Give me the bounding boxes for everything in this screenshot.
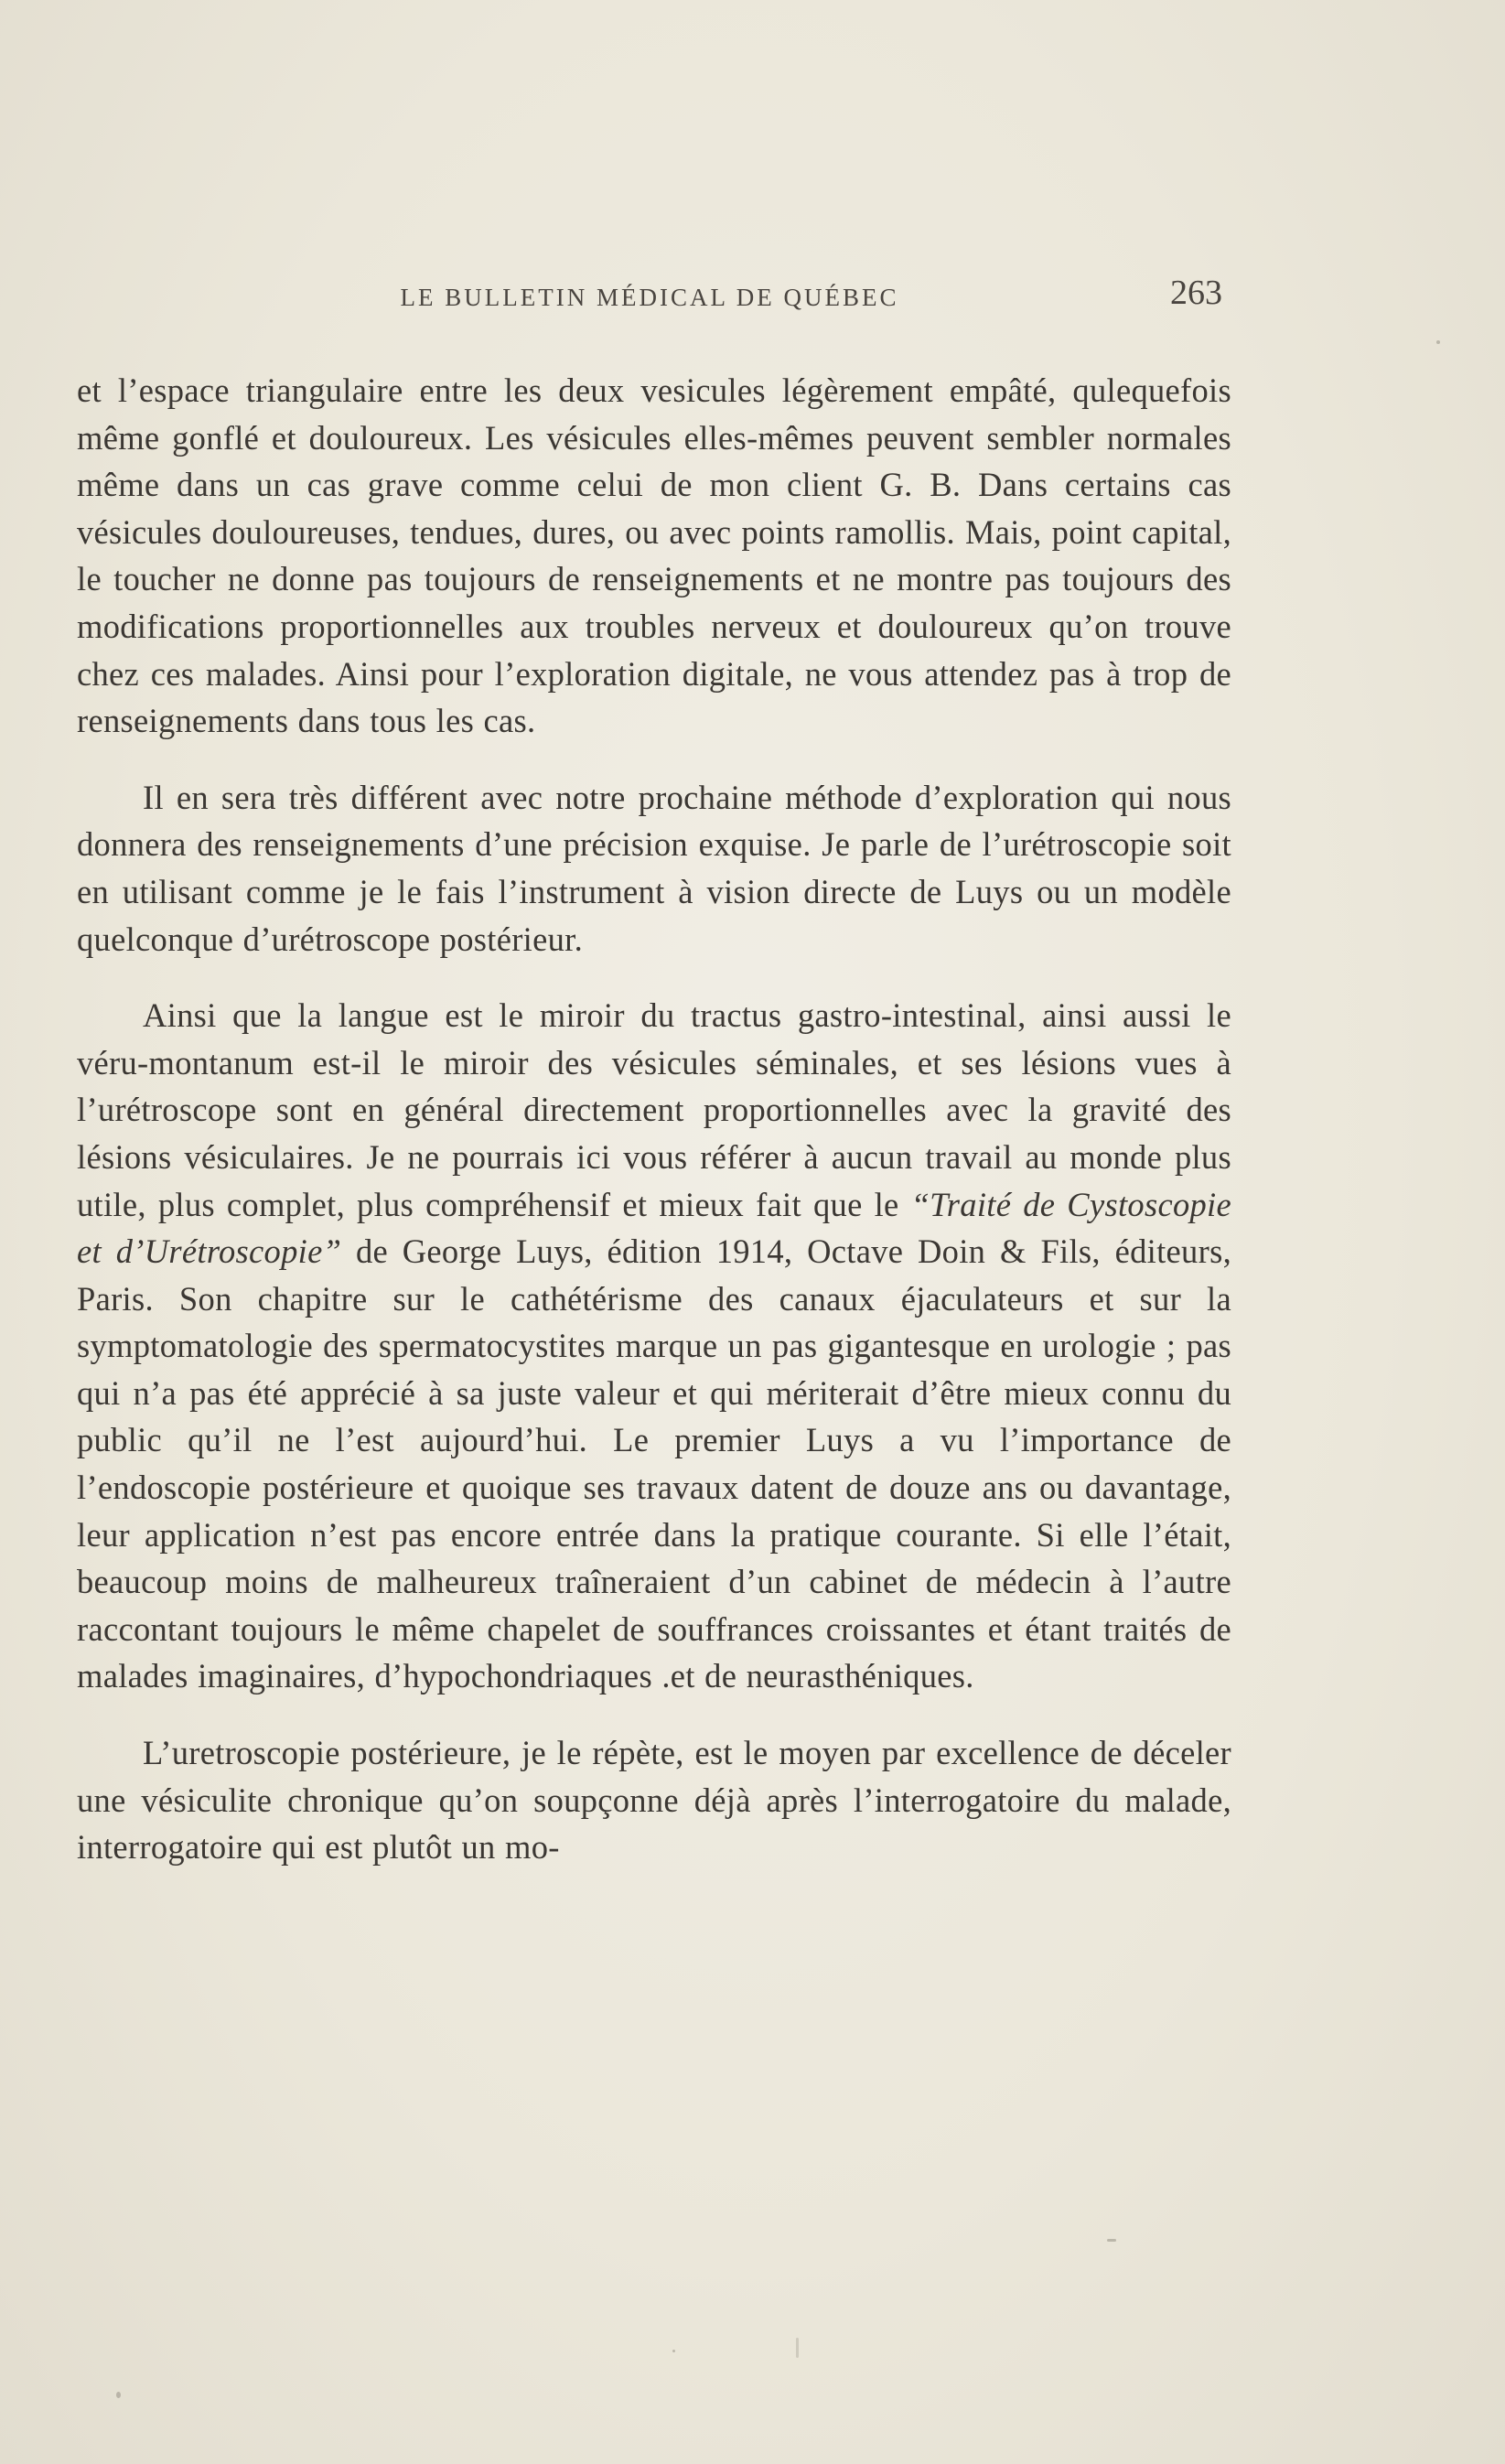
body-text <box>77 367 1231 1871</box>
paper-speck <box>116 2392 121 2398</box>
paragraph-2: Il en sera très différent avec notre prochaine méthode d’exploration qui nous donnera des renseignements d’une précision exquise. Je parle de l’urétroscopie soit en utilisant comme je le fais l’instrument à vision directe de Luys ou un modèle quelconque d’urétroscope postérieur. <box>77 778 1231 958</box>
paragraph-3-text-after: de George Luys, édition 1914, Octave Doin & Fils, éditeurs, Paris. Son chapitre sur le cathétérisme des canaux éjaculateurs et sur la symptomatologie des spermatocystites marque un pas gigantesque en urologie ; pas qui n’a pas été apprécié à sa juste valeur et qui mériterait d’être mieux connu du public qu’il ne l’est aujourd’hui. Le premier Luys a vu l’importance de l’endoscopie postérieure et quoique ses travaux datent de douze ans ou davantage, leur application n’est pas encore entrée dans la pratique courante. Si elle l’était, beaucoup moins de malheureux traîneraient d’un cabinet de médecin à l’autre raccontant toujours le même chapelet de souffrances croissantes et étant traités de malades imaginaires, d’hypochondriaques .et de neurasthéniques. <box>77 1232 1231 1695</box>
page-header <box>77 273 1222 328</box>
page-number: 263 <box>1170 274 1222 312</box>
paper-speck <box>1107 2239 1116 2242</box>
paragraph-3 <box>77 992 1231 1700</box>
paragraph-4: L’uretroscopie postérieure, je le répète, est le moyen par excellence de déceler une vésiculite chronique qu’on soupçonne déjà après l’interrogatoire du malade, interrogatoire qui est plutôt un mo- <box>77 1734 1231 1867</box>
running-title: LE BULLETIN MÉDICAL DE QUÉBEC <box>400 284 899 311</box>
paper-speck <box>672 2350 675 2352</box>
paper-speck <box>1436 340 1440 344</box>
paragraph-1: et l’espace triangulaire entre les deux vesicules légèrement empâté, qulequefois même gonflé et douloureux. Les vésicules elles-mêmes peuvent sembler normales même dans un cas grave comme celui de mon client G. B. Dans certains cas vésicules douloureuses, tendues, dures, ou avec points ramollis. Mais, point capital, le toucher ne donne pas toujours de renseignements et ne montre pas toujours des modifications proportionnelles aux troubles nerveux et douloureux qu’on trouve chez ces malades. Ainsi pour l’exploration digitale, ne vous attendez pas à trop de renseignements dans tous les cas. <box>77 371 1231 740</box>
paragraph-3-text-before: Ainsi que la langue est le miroir du tractus gastro-intestinal, ainsi aussi le véru-montanum est-il le miroir des vésicules séminales, et ses lésions vues à l’urétroscope sont en général directement proportionnelles avec la gravité des lésions vésiculaires. Je ne pourrais ici vous référer à aucun travail au monde plus utile, plus complet, plus compréhensif et mieux fait que le <box>77 996 1231 1223</box>
book-title: “Traité de Cystoscopie et d’Urétroscopie” <box>77 1185 1231 1271</box>
paper-speck <box>796 2338 799 2358</box>
